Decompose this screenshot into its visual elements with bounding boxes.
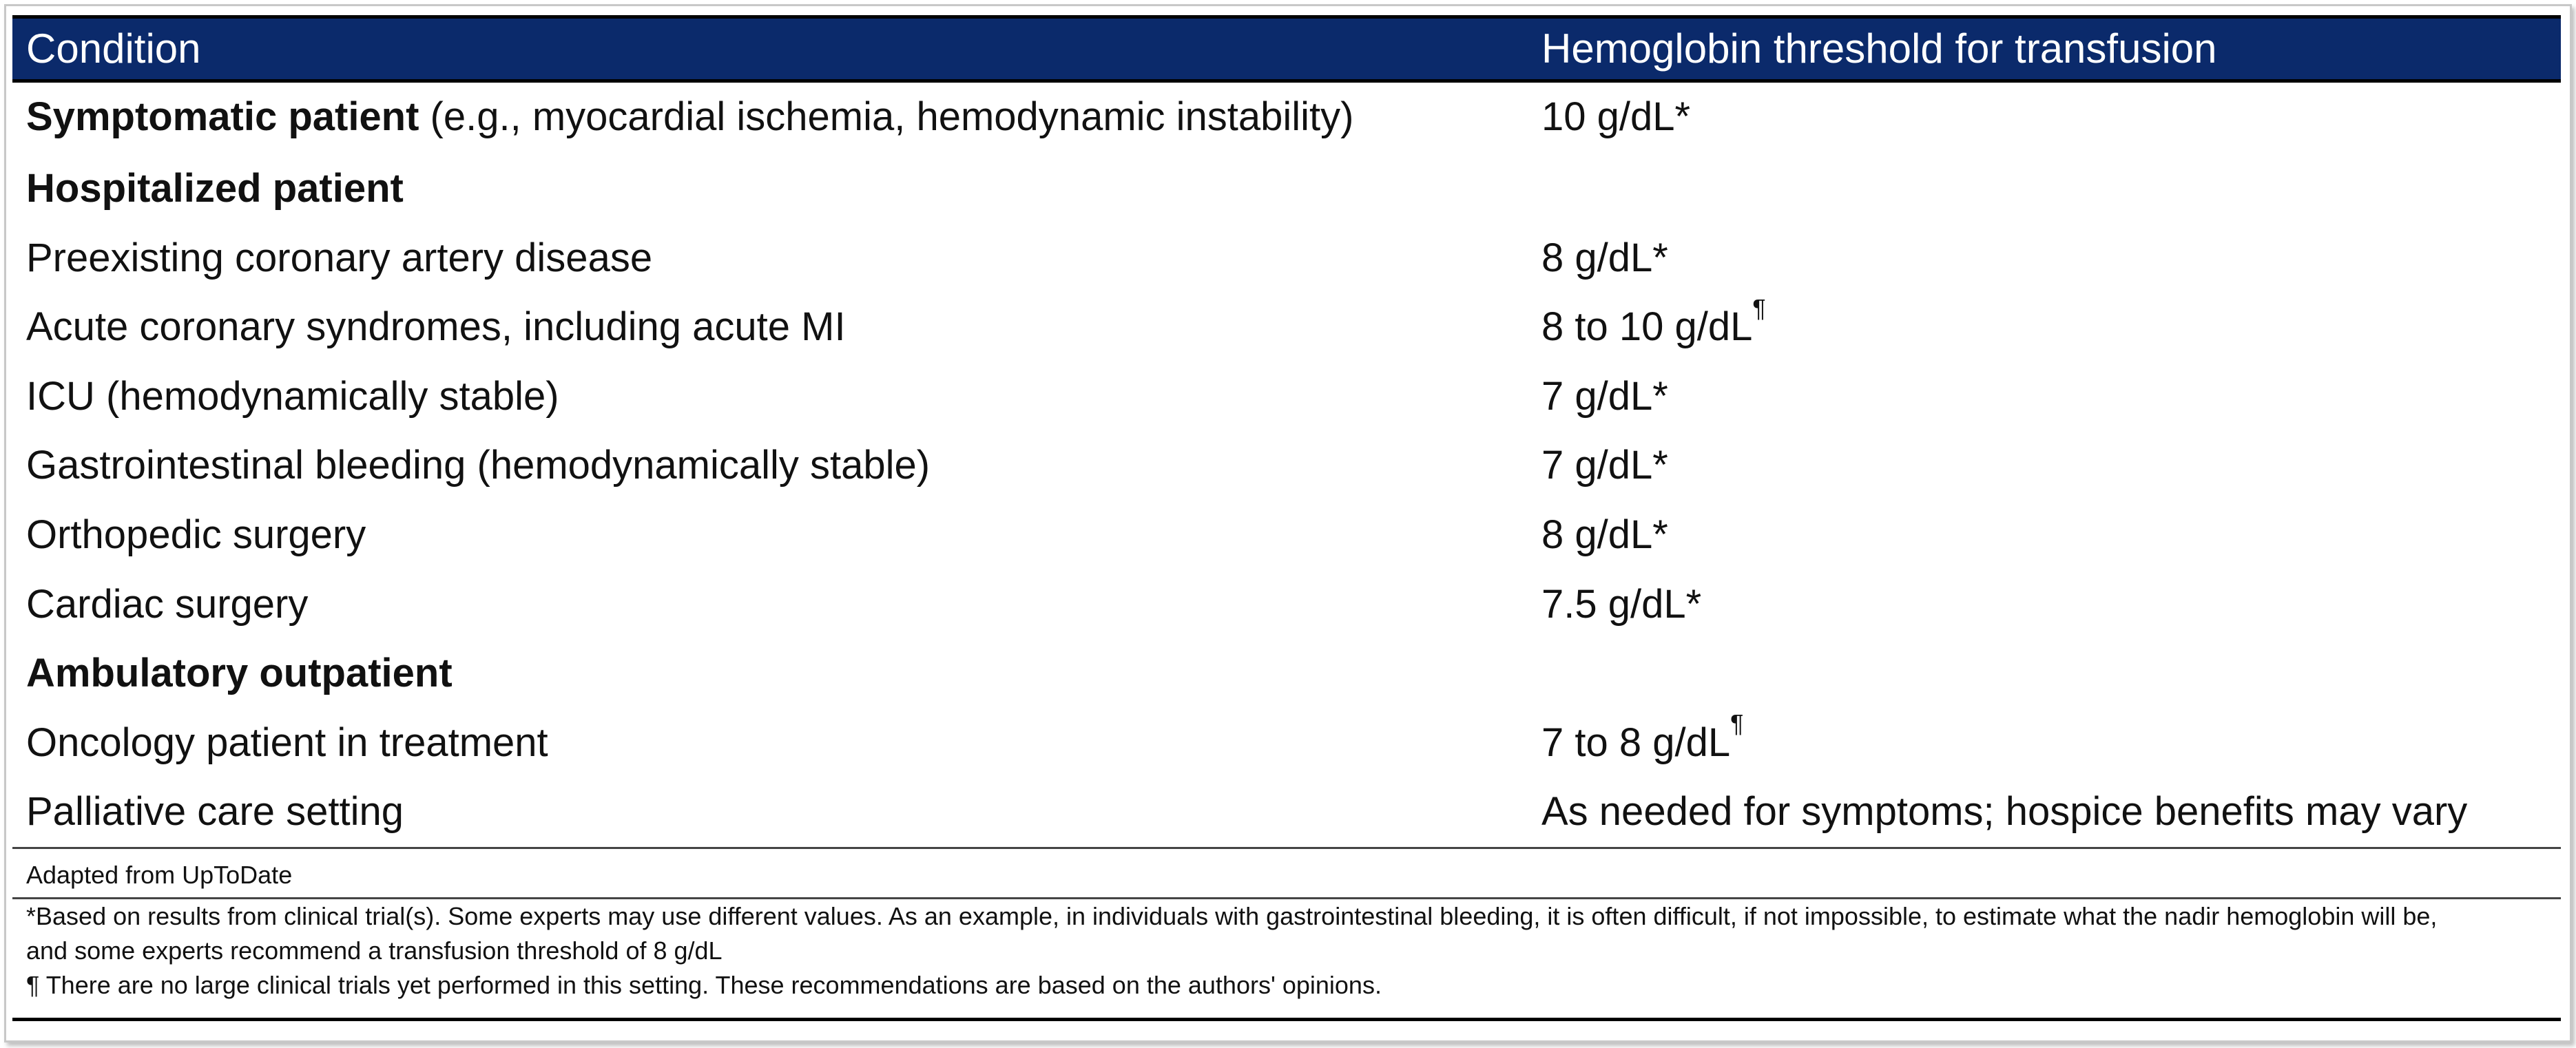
threshold-value: 8 to 10 g/dL [1541, 304, 1753, 350]
threshold-value: 8 g/dL* [1541, 235, 1668, 280]
condition-label: Orthopedic surgery [26, 512, 366, 557]
table-bottom-rule [12, 1018, 2561, 1021]
threshold-value: 8 g/dL* [1541, 512, 1668, 557]
pilcrow-footnote-mark: ¶ [1752, 293, 1766, 322]
table-section-row [12, 639, 2561, 709]
condition-label: Cardiac surgery [26, 581, 309, 627]
table-header-row [12, 15, 2561, 83]
threshold-value: 7.5 g/dL* [1541, 581, 1702, 627]
table-row [12, 777, 2561, 847]
condition-label: Gastrointestinal bleeding (hemodynamically stable) [26, 443, 931, 488]
condition-label: ICU (hemodynamically stable) [26, 373, 559, 419]
table-footer [12, 849, 2561, 1003]
condition-label: (e.g., myocardial ischemia, hemodynamic instability) [419, 94, 1354, 139]
footnote-pilcrow: ¶ There are no large clinical trials yet performed in this setting. These recommendations are based on the authors' opinions. [26, 970, 1382, 999]
table-body [12, 83, 2561, 847]
header-hemoglobin-threshold: Hemoglobin threshold for transfusion [1541, 25, 2217, 72]
transfusion-threshold-table [12, 15, 2561, 1003]
section-heading-ambulatory: Ambulatory outpatient [26, 651, 453, 696]
footnotes [26, 899, 2478, 1003]
condition-label: Acute coronary syndromes, including acute MI [26, 304, 846, 350]
table-row [12, 224, 2561, 293]
pilcrow-footnote-mark: ¶ [1730, 709, 1744, 738]
source-note: Adapted from UpToDate [26, 860, 293, 889]
table-row [12, 431, 2561, 501]
table-row [12, 570, 2561, 640]
condition-label: Palliative care setting [26, 789, 404, 835]
condition-label: Preexisting coronary artery disease [26, 235, 653, 280]
table-row [12, 501, 2561, 570]
section-heading-hospitalized: Hospitalized patient [26, 166, 404, 211]
threshold-value: 7 g/dL* [1541, 443, 1668, 488]
threshold-value: 10 g/dL* [1541, 94, 1691, 139]
threshold-value: As needed for symptoms; hospice benefits may vary [1541, 789, 2468, 835]
threshold-cell [1541, 709, 1743, 777]
header-condition: Condition [26, 25, 201, 72]
condition-cell [26, 83, 1354, 151]
table-row [12, 362, 2561, 432]
table-row [12, 83, 2561, 154]
threshold-value: 7 to 8 g/dL [1541, 720, 1731, 765]
threshold-cell [1541, 293, 1766, 361]
condition-bold-label: Symptomatic patient [26, 94, 419, 139]
table-row [12, 709, 2561, 778]
condition-label: Oncology patient in treatment [26, 720, 548, 765]
threshold-value: 7 g/dL* [1541, 373, 1668, 419]
table-row [12, 293, 2561, 362]
footnote-star: *Based on results from clinical trial(s). Some experts may use different values. As an example, in individuals with gastrointestinal bleeding, it is often difficult, if not impossible, to estimate what the nadir hemoglobin will be, and some experts recommend a transfusion threshold of 8 g/dL [26, 901, 2438, 965]
table-section-row [12, 154, 2561, 224]
threshold-cell [1541, 83, 1690, 151]
